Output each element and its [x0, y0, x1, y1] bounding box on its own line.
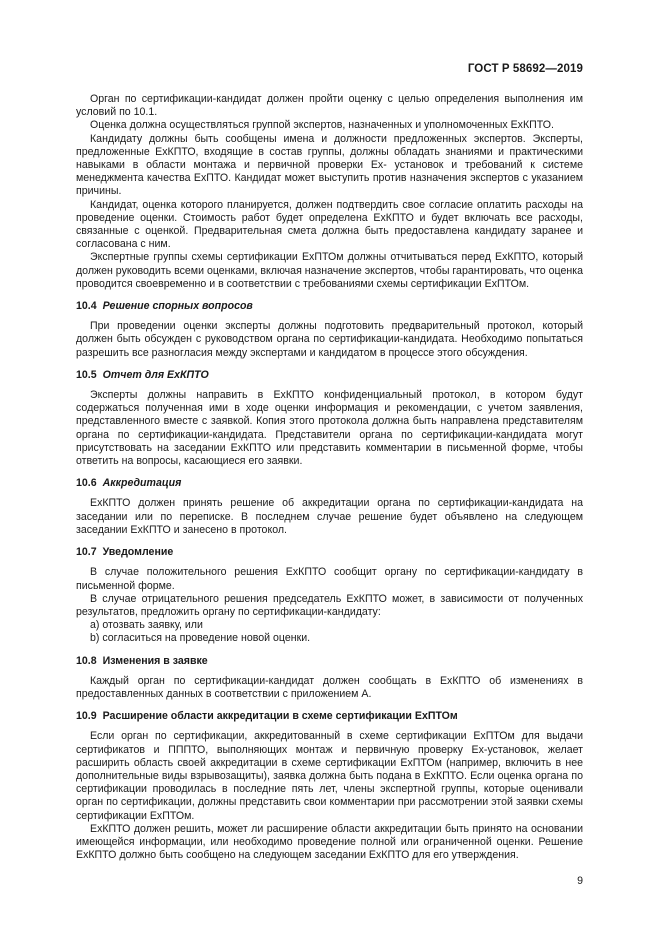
- paragraph: Орган по сертификации-кандидат должен пройти оценку с целью определения выполнения им условий по 10.1.: [76, 93, 583, 119]
- list-item: b) согласиться на проведение новой оценки.: [90, 632, 311, 645]
- section-title: Аккредитация: [102, 477, 182, 490]
- section-title: Отчет для ExКПТО: [102, 368, 209, 381]
- standard-designation: ГОСТ Р 58692—2019: [467, 63, 583, 75]
- list-item: a) отозвать заявку, или: [90, 619, 203, 632]
- section-heading: [76, 646, 583, 675]
- section-number: 10.6: [76, 477, 97, 490]
- section-heading: [76, 360, 583, 389]
- section-title: Изменения в заявке: [102, 654, 208, 667]
- document-body: [76, 93, 583, 862]
- section-number: 10.9: [76, 710, 97, 723]
- section-heading: [76, 701, 583, 730]
- section-heading: [76, 537, 583, 566]
- section-title: Расширение области аккредитации в схеме сертификации ExПТОм: [102, 710, 458, 723]
- paragraph: Эксперты должны направить в ExКПТО конфиденциальный протокол, в котором будут содержаться полученная ими в ходе оценки информация и рекомендации, с учетом заявления, представленного вместе с заявкой. Копия этого протокола должна быть направлена представителям органа по сертификации-кандидата. Представители органа по сертификации-кандидата могут присутствовать на заседании ExКПТО или представить комментарии в письменной форме, чтобы ответить на вопросы, касающиеся его заявки.: [76, 389, 583, 468]
- paragraph: В случае положительного решения ExКПТО сообщит органу по сертификации-кандидату в письменной форме.: [76, 566, 583, 592]
- section-heading: [76, 291, 583, 320]
- section-title: Решение спорных вопросов: [102, 300, 253, 313]
- paragraph: Кандидат, оценка которого планируется, должен подтвердить свое согласие оплатить расходы на проведение оценки. Стоимость работ будет определена ExКПТО и будет включать все расходы, связанные с оценкой. Предварительная смета должна быть предоставлена кандидату заранее и согласована с ним.: [76, 198, 583, 251]
- section-number: 10.4: [76, 300, 97, 313]
- section-title: Уведомление: [102, 546, 174, 559]
- paragraph: ExКПТО должен принять решение об аккредитации органа по сертификации-кандидата на заседании или по переписке. В последнем случае решение будет объявлено на следующем заседании ExКПТО и занесено в протокол.: [76, 497, 583, 536]
- section-heading: [76, 468, 583, 497]
- paragraph: При проведении оценки эксперты должны подготовить предварительный протокол, который должен быть обсужден с руководством органа по сертификации-кандидата. Необходимо попытаться разрешить все разногласия между экспертами и кандидатом в процессе этого обсуждения.: [76, 320, 583, 359]
- paragraph: Кандидату должны быть сообщены имена и должности предложенных экспертов. Эксперты, предложенные ExКПТО, входящие в состав группы, должны обладать знаниями и практическими навыками в области монтажа и первичной проверки Ex- установок и требований к системе менеджмента качества ExПТО. Кандидат может выступить против назначения экспертов с указанием причины.: [76, 132, 583, 198]
- paragraph: В случае отрицательного решения председатель ExКПТО может, в зависимости от полученных результатов, предложить органу по сертификации-кандидату:: [76, 592, 583, 618]
- paragraph: ExКПТО должен решить, может ли расширение области аккредитации быть принято на основании имеющейся информации, или необходимо проведение полной или ограниченной оценки. Решение ExКПТО должно быть сообщено на следующем заседании ExКПТО для его утверждения.: [76, 822, 583, 862]
- paragraph: Если орган по сертификации, аккредитованный в схеме сертификации ExПТОм для выдачи сертификатов и ПППТО, выполняющих монтаж и первичную проверку Ex-установок, желает расширить область своей аккредитации в схеме сертификации ExПТОм (например, включить в нее дополнительные виды взрывозащиты), заявка должна быть подана в ExКПТО. Если оценка органа по сертификации проводилась в последние пять лет, члены экспертной группы, которые оценивали орган по сертификации, должны представить свои комментарии при рассмотрении этой заявки схемы сертификации ExПТОм.: [76, 730, 583, 822]
- section-number: 10.7: [76, 546, 97, 559]
- paragraph: Каждый орган по сертификации-кандидат должен сообщать в ExКПТО об изменениях в предоставленных данных в соответствии с приложением А.: [76, 674, 583, 700]
- section-number: 10.5: [76, 368, 97, 381]
- paragraph: Оценка должна осуществляться группой экспертов, назначенных и уполномоченных ExКПТО.: [90, 119, 554, 132]
- page-number: 9: [577, 875, 583, 887]
- section-number: 10.8: [76, 654, 97, 667]
- paragraph: Экспертные группы схемы сертификации ExПТОм должны отчитываться перед ExКПТО, который должен руководить всеми оценками, включая назначение экспертов, чтобы гарантировать, что оценка проводится своевременно и в соответствии с требованиями схемы сертификации ExПТОм.: [76, 251, 583, 290]
